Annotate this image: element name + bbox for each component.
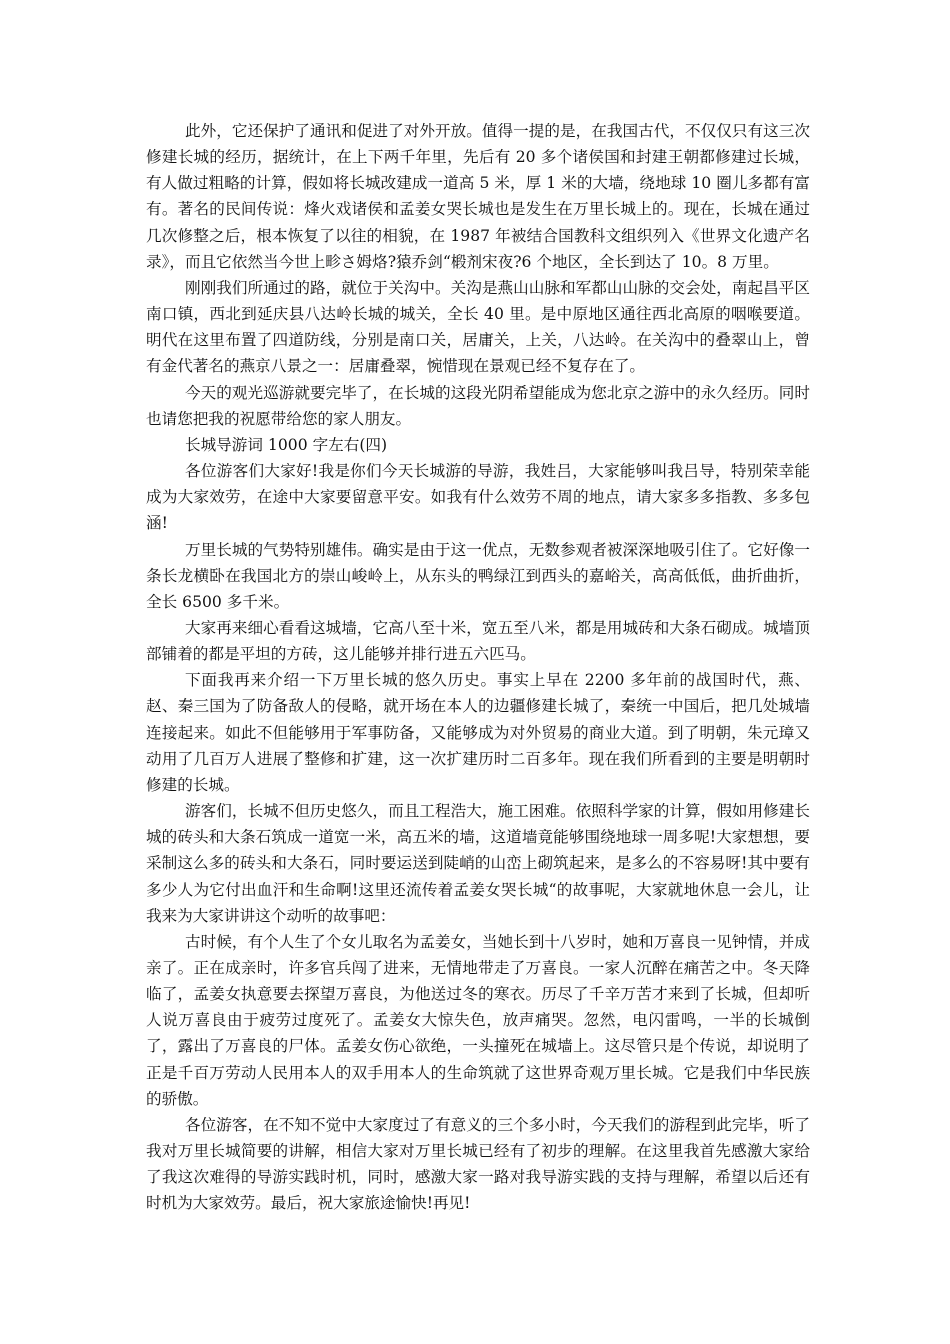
- section-heading: 长城导游词 1000 字左右(四): [185, 435, 388, 454]
- document-page: [146, 118, 810, 1217]
- paragraph-wall-structure: 大家再来细心看看这城墙，它高八至十米，宽五至八米，都是用城砖和大条石砌成。城墙顶部铺着的都是平坦的方砖，这儿能够并排行进五六匹马。: [146, 618, 810, 664]
- paragraph-history: 下面我再来介绍一下万里长城的悠久历史。事实上早在 2200 多年前的战国时代，燕、赵、秦三国为了防备敌人的侵略，就开场在本人的边疆修建长城了，秦统一中国后，把几处城墙连接起来。如此不但能够用于军事防备，又能够成为对外贸易的商业大道。到了明朝，朱元璋又动用了几百万人进展了整修和扩建，这一次扩建历时二百多年。现在我们所看到的主要是明朝时修建的长城。: [146, 671, 810, 794]
- paragraph-greeting: 各位游客们大家好!我是你们今天长城游的导游，我姓吕，大家能够叫我吕导，特别荣幸能成为大家效劳，在途中大家要留意平安。如我有什么效劳不周的地点，请大家多多指教、多多包涵!: [146, 462, 810, 533]
- paragraph-construction: 游客们，长城不但历史悠久，而且工程浩大，施工困难。依照科学家的计算，假如用修建长城的砖头和大条石筑成一道宽一米，高五米的墙，这道墙竟能够围绕地球一周多呢!大家想想，要采制这么多的砖头和大条石，同时要运送到陡峭的山峦上砌筑起来，是多么的不容易呀!其中要有多少人为它付出血汗和生命啊!这里还流传着孟姜女哭长城“的故事呢，大家就地休息一会儿，让我来为大家讲讲这个动听的故事吧：: [146, 802, 810, 925]
- paragraph-grandeur: 万里长城的气势特别雄伟。确实是由于这一优点，无数参观者被深深地吸引住了。它好像一条长龙横卧在我国北方的崇山峻岭上，从东头的鸭绿江到西头的嘉峪关，高高低低，曲折曲折，全长 6500 多千米。: [146, 540, 810, 611]
- paragraph-tour-ending: 今天的观光巡游就要完毕了，在长城的这段光阴希望能成为您北京之游中的永久经历。同时也请您把我的祝愿带给您的家人朋友。: [146, 383, 810, 428]
- paragraph-meng-jiangnu-legend: 古时候，有个人生了个女儿取名为孟姜女，当她长到十八岁时，她和万喜良一见钟情，并成亲了。正在成亲时，许多官兵闯了进来，无情地带走了万喜良。一家人沉醉在痛苦之中。冬天降临了，孟姜女执意要去探望万喜良，为他送过冬的寒衣。历尽了千辛万苦才来到了长城，但却听人说万喜良由于疲劳过度死了。孟姜女大惊失色，放声痛哭。忽然，电闪雷鸣，一半的长城倒了，露出了万喜良的尸体。孟姜女伤心欲绝，一头撞死在城墙上。这尽管只是个传说，却说明了正是千百万劳动人民用本人的双手用本人的生命筑就了这世界奇观万里长城。它是我们中华民族的骄傲。: [146, 932, 810, 1108]
- paragraph-protection-history: 此外，它还保护了通讯和促进了对外开放。值得一提的是，在我国古代，不仅仅只有这三次修建长城的经历，据统计，在上下两千年里，先后有 20 多个诸侯国和封建王朝都修建过长城，有人做过粗略的计算，假如将长城改建成一道高 5 米，厚 1 米的大墙，绕地球 10 圈儿多都有富有。著名的民间传说：烽火戏诸侯和孟姜女哭长城也是发生在万里长城上的。现在，长城在通过几次修整之后，根本恢复了以往的相貌，在 1987 年被结合国教科文组织列入《世界文化遗产名录》，而且它依然当今世上畛さ姆烙?猿乔剑“椴剂宋夜?6 个地区，全长到达了 10。8 万里。: [146, 122, 810, 271]
- paragraph-farewell: 各位游客，在不知不觉中大家度过了有意义的三个多小时，今天我们的游程到此完毕，听了我对万里长城简要的讲解，相信大家对万里长城已经有了初步的理解。在这里我首先感激大家给了我这次难得的导游实践时机，同时，感激大家一路对我导游实践的支持与理解，希望以后还有时机为大家效劳。最后，祝大家旅途愉快!再见!: [146, 1115, 810, 1213]
- paragraph-guangou-pass: 刚刚我们所通过的路，就位于关沟中。关沟是燕山山脉和军都山山脉的交会处，南起昌平区南口镇，西北到延庆县八达岭长城的城关，全长 40 里。是中原地区通往西北高原的咽喉要道。明代在这里布置了四道防线，分别是南口关，居庸关，上关，八达岭。在关沟中的叠翠山上，曾有金代著名的燕京八景之一：居庸叠翠，惋惜现在景观已经不复存在了。: [146, 278, 810, 376]
